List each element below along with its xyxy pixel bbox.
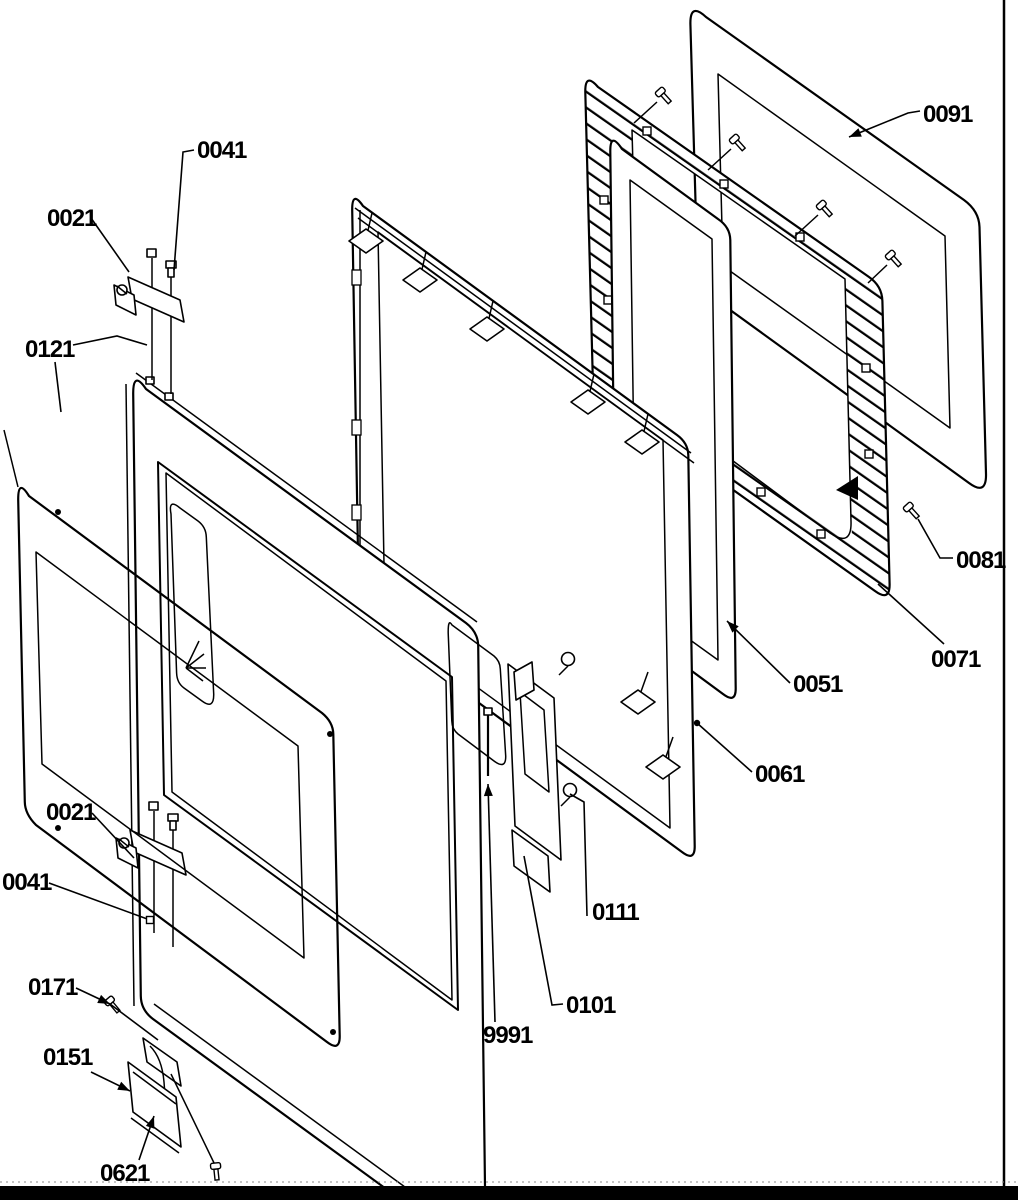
leader-line xyxy=(570,794,587,916)
label-0021-top: 0021 xyxy=(47,205,97,232)
label-0051: 0051 xyxy=(793,671,843,698)
hinge-pin-hole xyxy=(146,377,154,384)
arrowhead-icon xyxy=(484,784,493,796)
label-0621: 0621 xyxy=(100,1160,150,1187)
label-0171: 0171 xyxy=(28,974,78,1001)
label-0061: 0061 xyxy=(755,761,805,788)
leader-line xyxy=(878,584,944,644)
label-0121: 0121 xyxy=(25,336,75,363)
arrowhead-icon xyxy=(117,1082,130,1091)
hinge-pin-hole xyxy=(165,393,173,400)
label-0021-bottom: 0021 xyxy=(46,799,96,826)
screw-icon xyxy=(885,249,904,268)
leader-line xyxy=(697,723,752,772)
arrowhead-icon xyxy=(849,128,862,137)
screw-icon xyxy=(903,501,922,520)
label-9991: 9991 xyxy=(483,1022,533,1049)
latch-pin xyxy=(484,708,492,776)
label-0071: 0071 xyxy=(931,646,981,673)
door-glass-panel xyxy=(690,11,986,488)
leader-line xyxy=(174,150,194,270)
leader-line xyxy=(92,813,134,858)
leader-line xyxy=(55,362,61,412)
leader-line xyxy=(918,519,953,558)
leader-line xyxy=(73,336,147,345)
label-0091: 0091 xyxy=(923,101,973,128)
leader-line xyxy=(488,784,495,1022)
square-marker-icon xyxy=(147,917,154,924)
leader-line xyxy=(49,883,150,920)
label-0111: 0111 xyxy=(592,899,639,926)
footer-bar xyxy=(0,1186,1018,1200)
label-0041-bottom: 0041 xyxy=(2,869,52,896)
dot-marker-icon xyxy=(694,720,700,726)
leader-line xyxy=(91,218,129,272)
label-0101: 0101 xyxy=(566,992,616,1019)
label-0041-top: 0041 xyxy=(197,137,247,164)
hinge-bracket xyxy=(114,249,184,394)
screw-icon xyxy=(210,1163,222,1181)
screw-icon xyxy=(816,199,835,218)
corner-mark-icon xyxy=(836,476,858,500)
screw-icon xyxy=(729,133,748,152)
label-0151: 0151 xyxy=(43,1044,93,1071)
screw-icon xyxy=(655,86,674,105)
label-0081: 0081 xyxy=(956,547,1006,574)
